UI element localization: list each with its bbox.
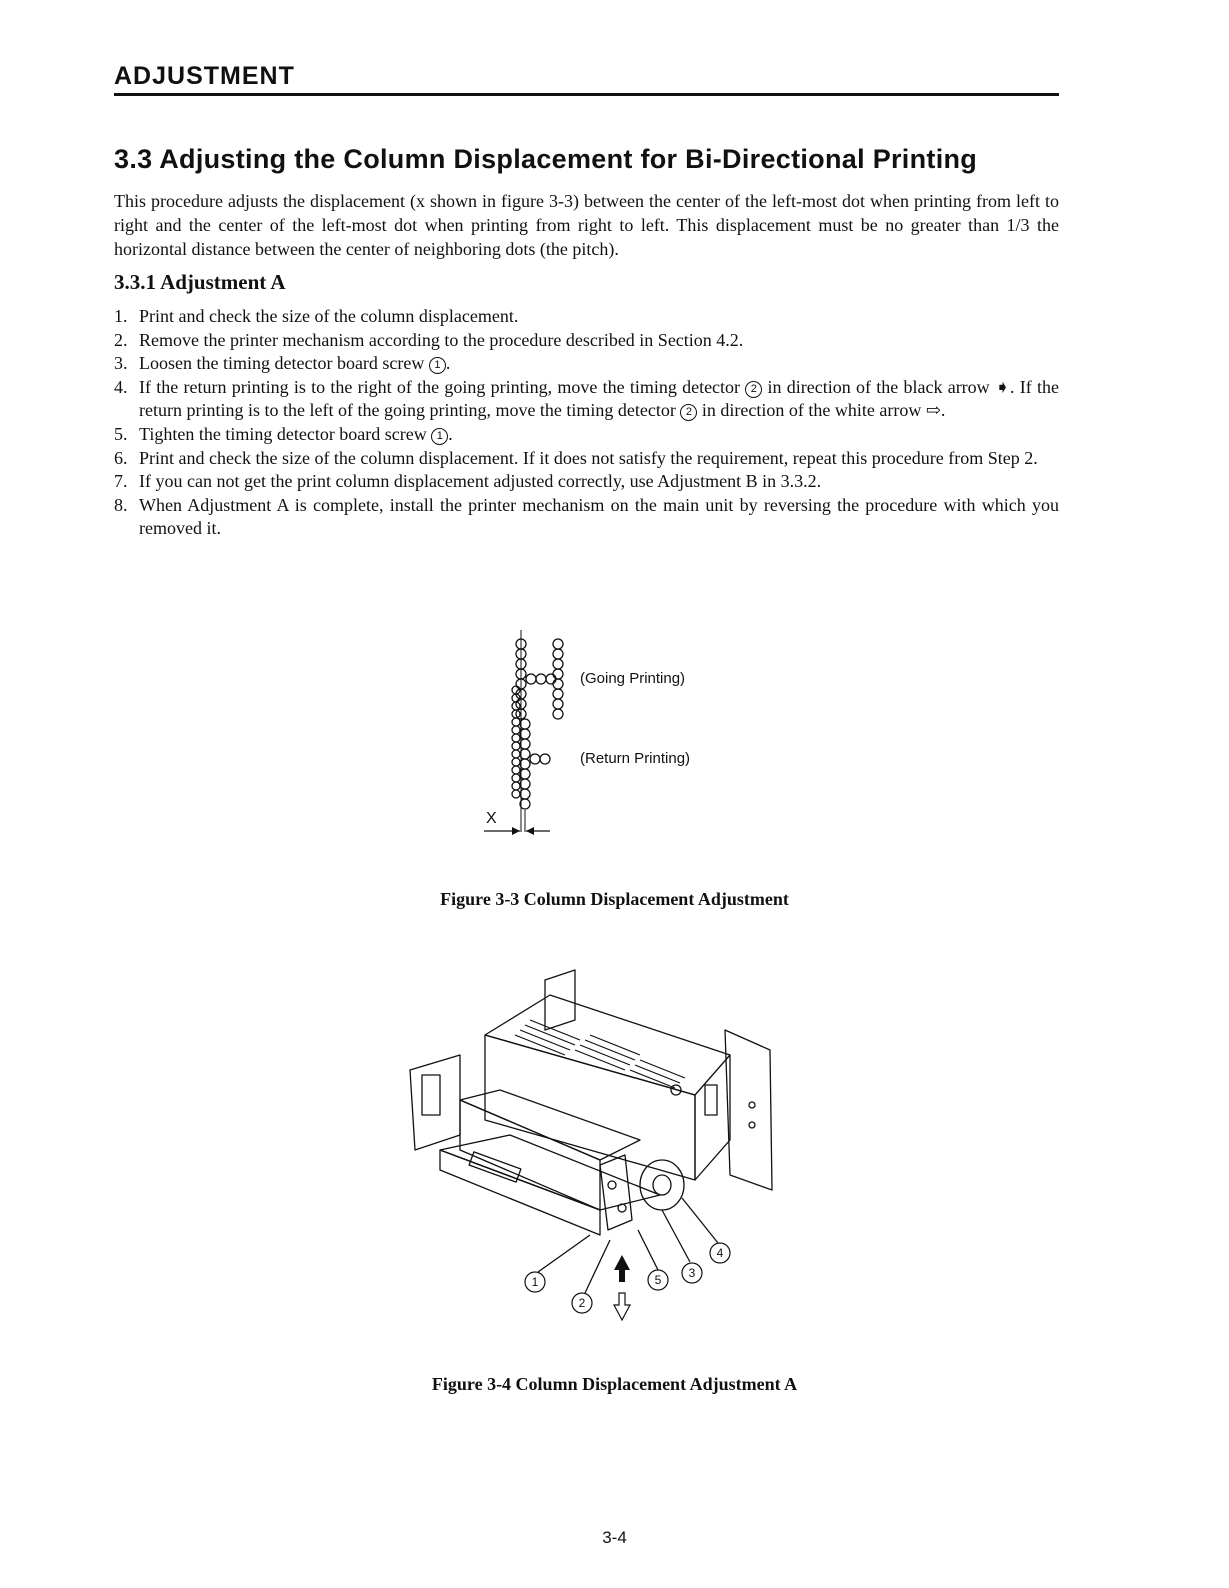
step-text: . (940, 400, 946, 421)
black-arrow-icon: ➧ (994, 376, 1011, 397)
step-text: If you can not get the print column displacement adjusted correctly, use Adjustment B in 3.3.2. (139, 471, 822, 492)
step-item (114, 329, 1059, 353)
header-divider (114, 93, 1059, 96)
figure-3-4-caption: Figure 3-4 Column Displacement Adjustment A (431, 1374, 798, 1394)
section-intro: This procedure adjusts the displacement (x shown in figure 3-3) between the center of the left-most dot when printing from left to right and the center of the left-most dot when printing from right to left. This displacement must be no greater than 1/3 the horizontal distance between the center of neighboring dots (the pitch). (114, 191, 1059, 259)
step-text: in direction of the white arrow (697, 400, 926, 421)
return-printing-label: (Return Printing) (580, 750, 691, 767)
figure-3-3 (470, 620, 730, 840)
step-text: If the return printing is to the right of the going printing, move the timing detector (139, 376, 746, 397)
step-text: Print and check the size of the column displacement. (139, 306, 519, 326)
callout-2-icon: 2 (680, 404, 697, 421)
step-number: 7. (114, 471, 128, 492)
step-text: . (445, 353, 451, 374)
step-text: Tighten the timing detector board screw (139, 423, 432, 444)
callout-4-label: 4 (716, 1246, 724, 1260)
callout-1-label: 1 (531, 1275, 539, 1289)
page-number: 3-4 (602, 1528, 627, 1547)
step-text: . If the return printing is to the left of the going printing, move the timing detector (139, 376, 1059, 421)
return-printing-dots (520, 719, 550, 809)
page-header-title: ADJUSTMENT (114, 62, 295, 90)
step-number: 6. (114, 447, 128, 468)
step-number: 8. (114, 494, 128, 515)
figure-3-3-caption: Figure 3-3 Column Displacement Adjustment (440, 889, 789, 909)
printer-mechanism-illustration (400, 960, 800, 1330)
white-arrow-icon: ⇨ (925, 400, 941, 421)
going-printing-dots (516, 639, 563, 719)
callout-2-icon: 2 (745, 381, 762, 398)
step-number: 5. (114, 423, 128, 444)
callout-3-label: 3 (688, 1266, 696, 1280)
step-item (114, 447, 1059, 471)
displacement-x-label: X (486, 810, 497, 827)
step-number: 3. (114, 353, 128, 374)
step-item (114, 352, 1059, 376)
step-item (114, 305, 1059, 329)
dot-matrix-diagram (470, 620, 730, 840)
callout-1-icon: 1 (431, 428, 448, 445)
going-printing-label: (Going Printing) (580, 670, 686, 687)
step-text: . (448, 423, 453, 444)
callout-5-label: 5 (654, 1273, 662, 1287)
step-item (114, 470, 1059, 494)
step-item (114, 423, 1059, 447)
step-number: 1. (114, 306, 128, 326)
subsection-title: 3.3.1 Adjustment A (114, 270, 286, 294)
callout-1-icon: 1 (429, 357, 446, 374)
step-item (114, 494, 1059, 541)
step-text: in direction of the black arrow (762, 376, 995, 397)
step-text: When Adjustment A is complete, install the printer mechanism on the main unit by reversing the procedure with which you removed it. (139, 494, 1059, 539)
callout-2-label: 2 (578, 1296, 586, 1310)
step-text: Loosen the timing detector board screw (139, 353, 429, 374)
procedure-steps (114, 305, 1059, 541)
step-text: Print and check the size of the column displacement. If it does not satisfy the requirement, repeat this procedure from Step 2. (139, 447, 1038, 468)
step-number: 4. (114, 376, 128, 397)
step-number: 2. (114, 329, 128, 350)
section-title: 3.3 Adjusting the Column Displacement for Bi-Directional Printing (114, 144, 978, 174)
step-text: Remove the printer mechanism according to the procedure described in Section 4.2. (139, 329, 744, 350)
figure-3-4 (400, 960, 800, 1330)
step-item (114, 376, 1059, 423)
